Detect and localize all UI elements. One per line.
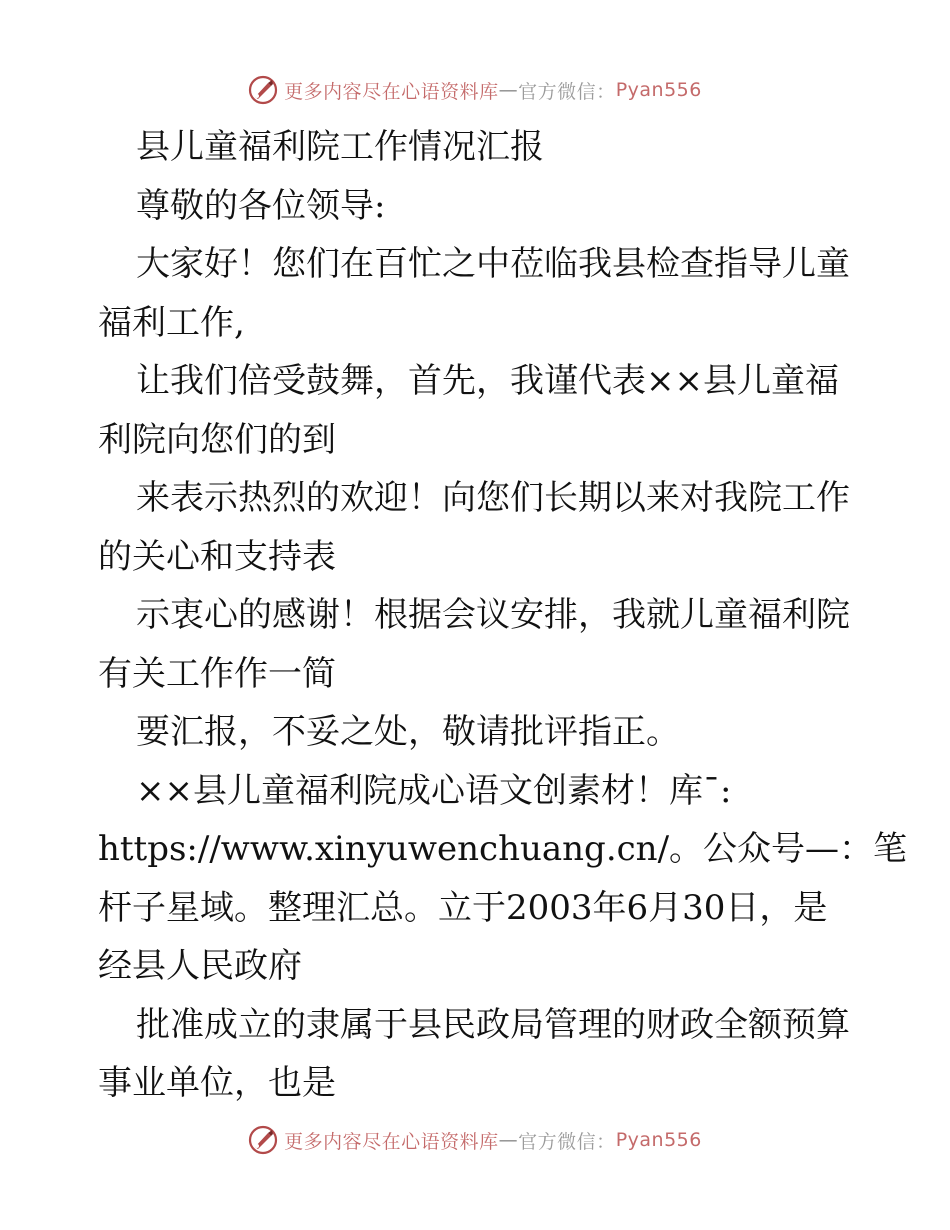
- paragraph-line: 利院向您们的到: [98, 419, 336, 460]
- paragraph-line: 事业单位，也是: [98, 1063, 336, 1103]
- paragraph-line: 有关工作作一简: [98, 653, 336, 694]
- paragraph-line: 让我们倍受鼓舞，首先，我谨代表××县儿童福: [136, 361, 839, 401]
- banner-text: 更多内容尽在心语资料库: [284, 80, 499, 103]
- banner-wechat-id: Pyan556: [615, 1129, 702, 1151]
- banner-wechat-id: Pyan556: [615, 79, 702, 101]
- banner-dash: —: [498, 1129, 519, 1151]
- paragraph-line: 的关心和支持表: [98, 536, 336, 577]
- document-body: [98, 118, 908, 1113]
- paragraph-line: 示衷心的感谢！根据会议安排，我就儿童福利院: [136, 595, 850, 635]
- banner-dash: —: [498, 79, 519, 101]
- paragraph-line: 尊敬的各位领导:: [136, 185, 386, 226]
- header-watermark-banner: [0, 70, 950, 110]
- quill-pen-seal-icon: [248, 1125, 278, 1155]
- paragraph-line: https://www.xinyuwenchuang.cn/。公众号—：笔: [98, 829, 908, 869]
- banner-text: 更多内容尽在心语资料库: [284, 1130, 499, 1153]
- banner-wechat-label: 官方微信：: [518, 1130, 616, 1153]
- paragraph-line: 杆子星域。整理汇总。立于2003年6月30日，是: [98, 887, 828, 928]
- paragraph-line: 福利工作,: [98, 302, 245, 343]
- paragraph-line: 要汇报，不妥之处，敬请批评指正。: [136, 712, 680, 752]
- paragraph-line: 来表示热烈的欢迎！向您们长期以来对我院工作: [136, 478, 850, 518]
- quill-pen-seal-icon: [248, 75, 278, 105]
- document-title: 县儿童福利院工作情况汇报: [136, 127, 544, 167]
- paragraph-line: ××县儿童福利院成心语文创素材！库¯:: [136, 770, 732, 811]
- paragraph-line: 经县人民政府: [98, 946, 302, 986]
- paragraph-line: 批准成立的隶属于县民政局管理的财政全额预算: [136, 1004, 850, 1045]
- footer-watermark-banner: [0, 1120, 950, 1160]
- banner-wechat-label: 官方微信：: [518, 80, 616, 103]
- paragraph-line: 大家好！您们在百忙之中莅临我县检查指导儿童: [136, 244, 850, 284]
